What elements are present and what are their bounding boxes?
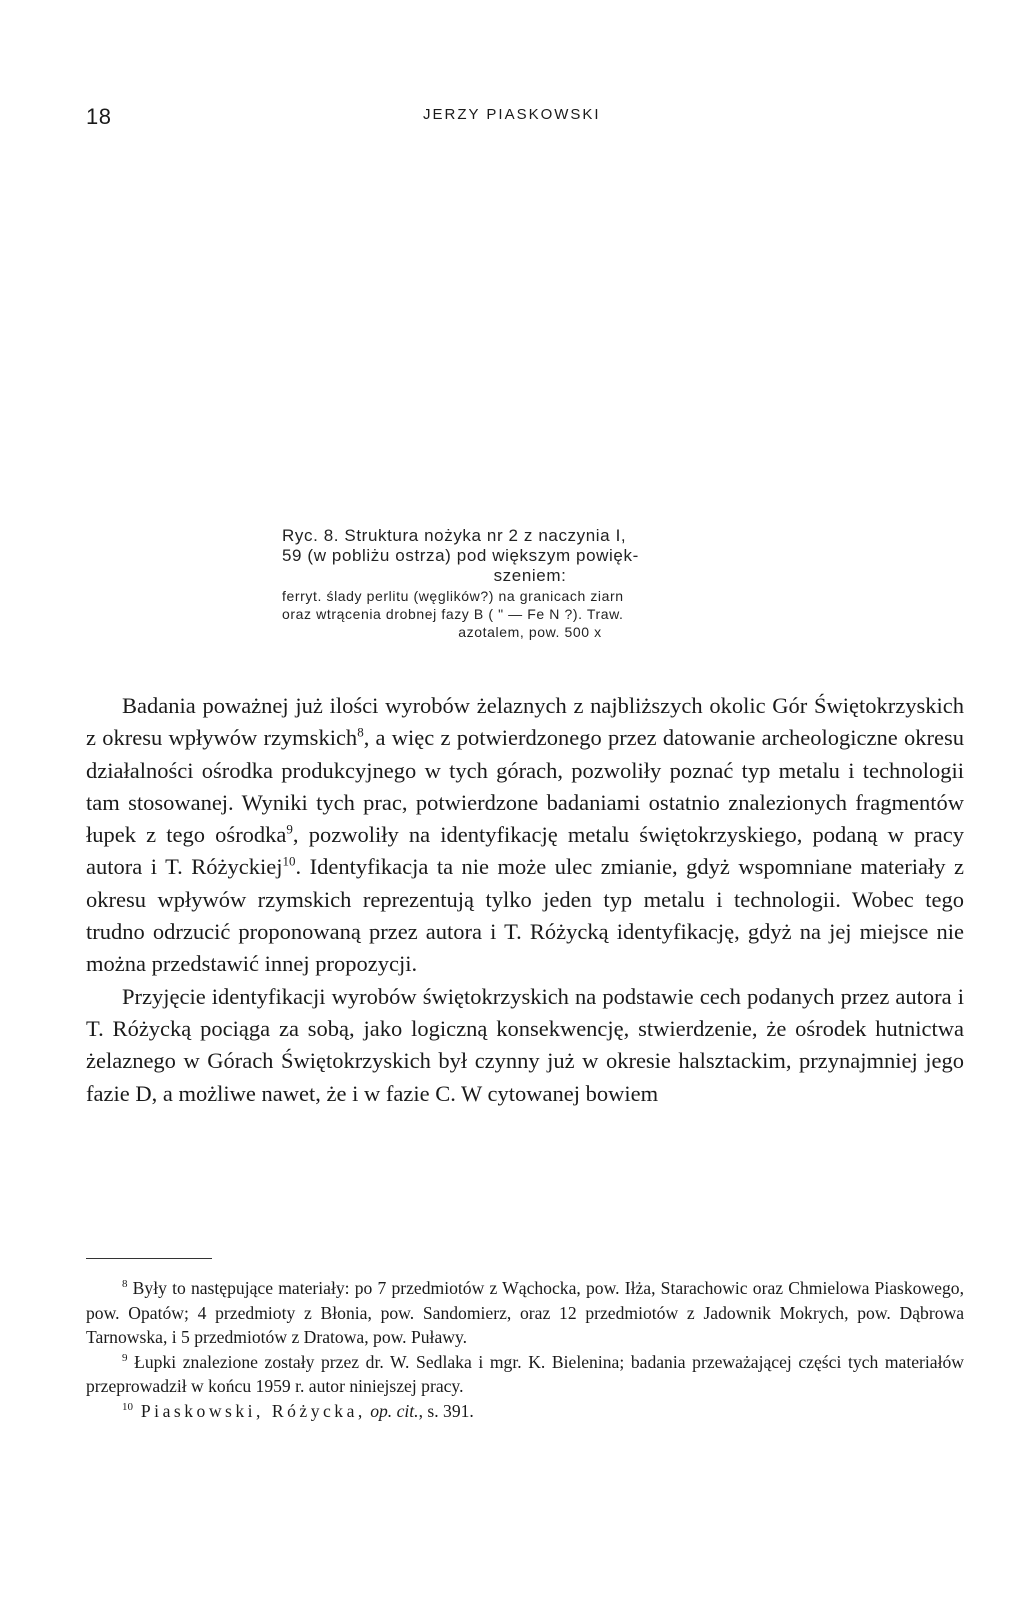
footnote-ref[interactable]: 9 xyxy=(286,821,293,837)
text-run: , a więc z potwierdzonego przez datowanie archeologiczne okresu działalności ośrodka produkcyjnego w tych górach, pozwoliły poznać typ metalu i technologii tam stosowanej. Wyniki tych prac, potwierdzone badaniami ostatnio znalezionych fragmentów łupek z tego ośrodka xyxy=(86,725,964,848)
footnote-authors: Piaskowski, Różycka, xyxy=(133,1400,366,1421)
footnote-9 xyxy=(86,1350,964,1399)
footnote-10 xyxy=(86,1399,964,1424)
running-head: JERZY PIASKOWSKI xyxy=(423,106,601,123)
paragraph xyxy=(86,690,964,981)
figure-caption xyxy=(282,526,778,641)
main-text xyxy=(86,690,964,1110)
caption-detail xyxy=(282,587,778,641)
footnote-text: Łupki znalezione zostały przez dr. W. Sedlaka i mgr. K. Bielenina; badania przeważającej części tych materiałów przeprowadził w końcu 1959 r. autor niniejszej pracy. xyxy=(86,1351,964,1396)
caption-line: oraz wtrącenia drobnej fazy B ( " — Fe N ?). Traw. xyxy=(282,606,624,622)
page-number: 18 xyxy=(86,104,112,129)
footnote-citation: op. cit. xyxy=(365,1400,419,1421)
footnote-divider xyxy=(86,1258,212,1259)
footnote-mark: 8 xyxy=(122,1278,128,1291)
caption-title xyxy=(282,526,778,586)
footnote-8 xyxy=(86,1276,964,1350)
text-run: . Identyfikacja ta nie może ulec zmianie, gdyż wspomniane materiały z okresu wpływów rzymskich reprezentują tylko jeden typ metalu i technologii. Wobec tego trudno odrzucić proponowaną przez autora i T. Różycką identyfikację, gdyż na jej miejsce nie można przedstawić innej propozycji. xyxy=(86,854,965,977)
caption-line: 59 (w pobliżu ostrza) pod większym powięk- xyxy=(282,546,639,565)
footnote-mark: 9 xyxy=(122,1351,128,1364)
footnote-text: Były to następujące materiały: po 7 przedmiotów z Wąchocka, pow. Iłża, Starachowic oraz Chmielowa Piaskowego, pow. Opatów; 4 przedmioty z Błonia, pow. Sandomierz, oraz 12 przedmiotów z Jadownik Mokrych, pow. Dąbrowa Tarnowska, i 5 przedmiotów z Dratowa, pow. Puławy. xyxy=(86,1278,964,1347)
caption-line: Ryc. 8. Struktura nożyka nr 2 z naczynia I, xyxy=(282,526,627,545)
caption-line: azotalem, pow. 500 x xyxy=(458,624,602,640)
footnote-page: , s. 391. xyxy=(418,1400,474,1421)
text-run: , pozwoliły na identyfikację metalu świętokrzyskiego, podaną w pracy autora i T. Różyckiej xyxy=(86,822,964,880)
caption-line: szeniem: xyxy=(493,566,567,585)
footnote-ref[interactable]: 10 xyxy=(282,853,296,869)
footnote-ref[interactable]: 8 xyxy=(357,724,364,740)
page-header xyxy=(0,104,1024,134)
footnote-mark: 10 xyxy=(122,1400,133,1413)
paragraph: Przyjęcie identyfikacji wyrobów świętokrzyskich na podstawie cech podanych przez autora i T. Różycką pociąga za sobą, jako logiczną konsekwencję, stwierdzenie, że ośrodek hutnictwa żelaznego w Górach Świętokrzyskich był czynny już w okresie halsztackim, przynajmniej jego fazie D, a możliwe nawet, że i w fazie C. W cytowanej bowiem xyxy=(86,983,964,1106)
footnotes xyxy=(86,1276,964,1423)
caption-line: ferryt. ślady perlitu (węglików?) na granicach ziarn xyxy=(282,588,624,604)
text-run: Badania poważnej już ilości wyrobów żelaznych z najbliższych okolic Gór Świętokrzyskich z okresu wpływów rzymskich xyxy=(86,693,964,751)
